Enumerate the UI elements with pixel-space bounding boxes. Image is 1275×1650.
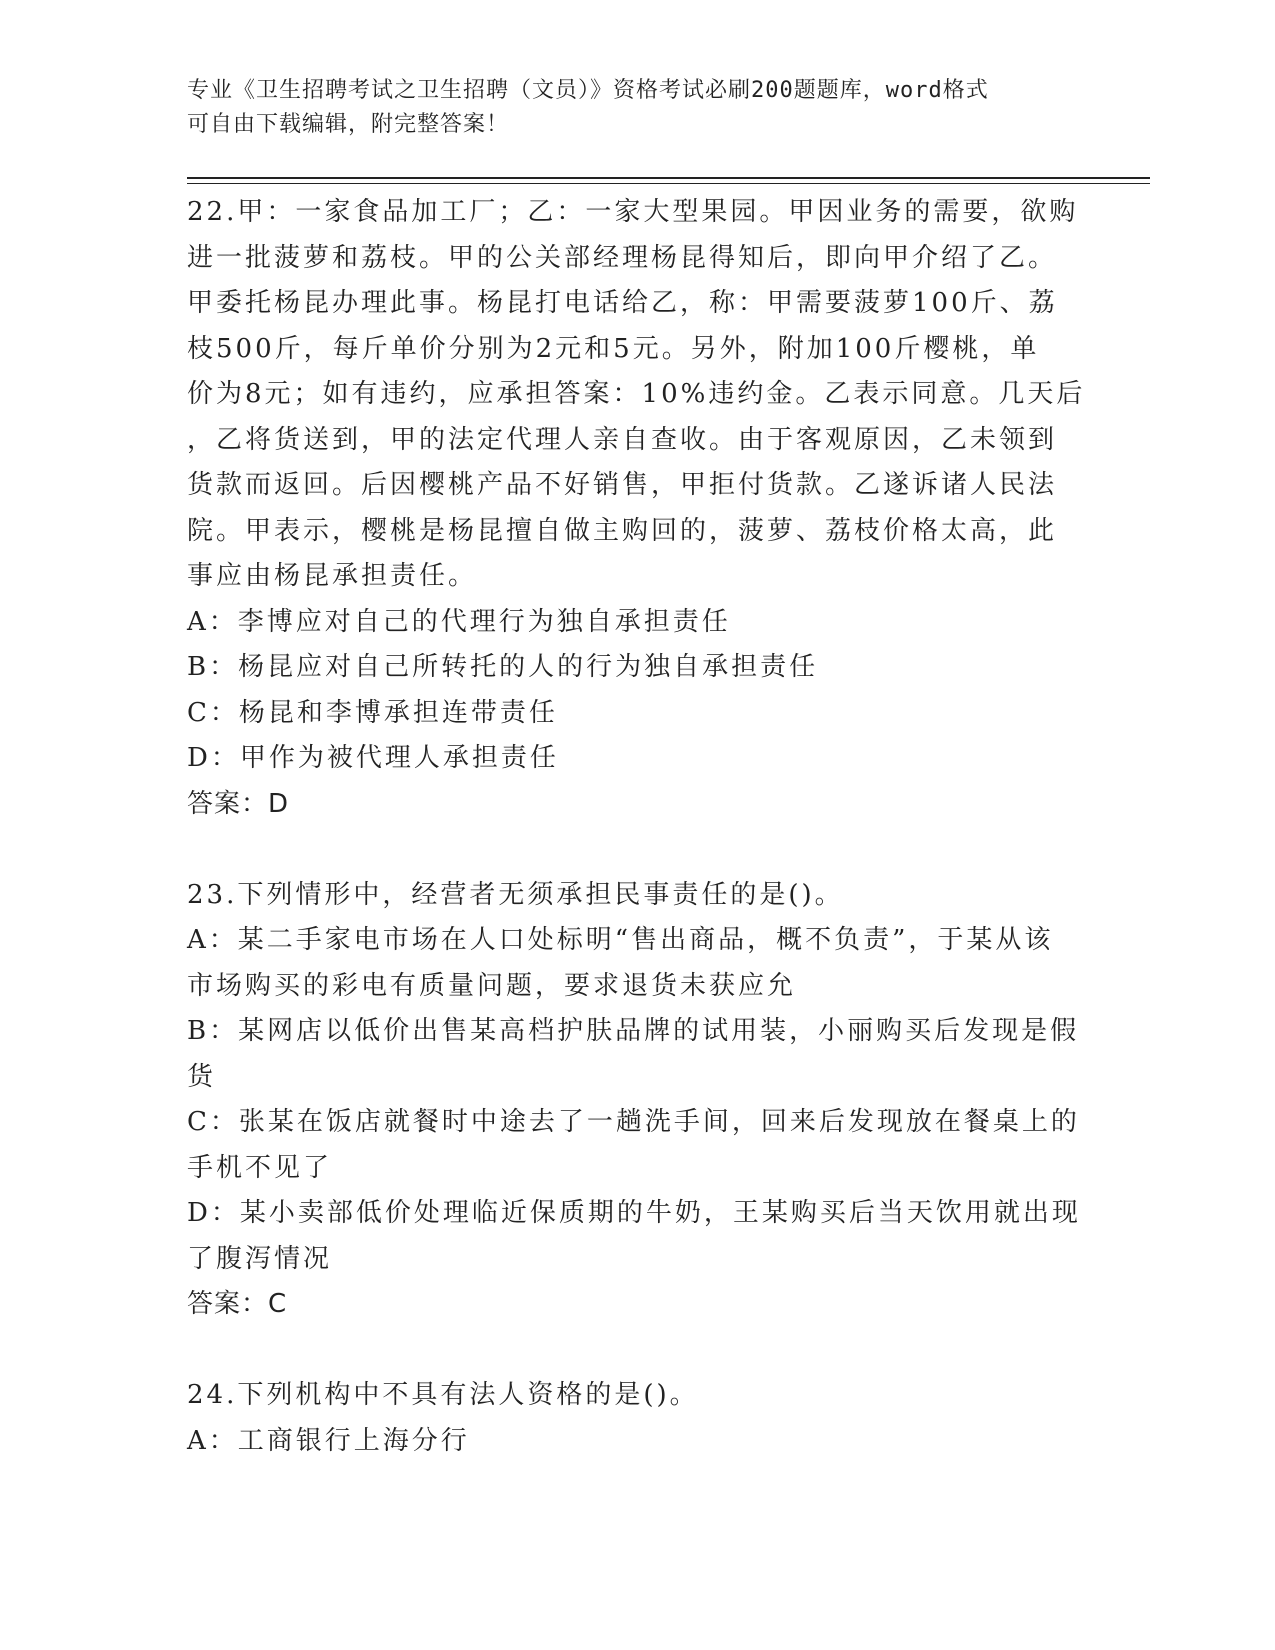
question-text-line: 22.甲：一家食品加工厂；乙：一家大型果园。甲因业务的需要，欲购 bbox=[187, 197, 1079, 227]
question-22 bbox=[187, 190, 1087, 827]
option-b-continuation: 货 bbox=[187, 1061, 217, 1092]
question-text-line: 院。甲表示，樱桃是杨昆擅自做主购回的，菠萝、荔枝价格太高，此 bbox=[187, 515, 1058, 546]
option-b: B：杨昆应对自己所转托的人的行为独自承担责任 bbox=[187, 652, 819, 682]
option-a: A：李博应对自己的代理行为独自承担责任 bbox=[187, 606, 731, 637]
question-spacer bbox=[187, 1328, 1087, 1374]
option-d: D：某小卖部低价处理临近保质期的牛奶，王某购买后当天饮用就出现 bbox=[187, 1198, 1081, 1228]
document-header bbox=[187, 74, 1067, 142]
option-a: A：工商银行上海分行 bbox=[187, 1425, 470, 1456]
option-b: B：某网店以低价出售某高档护肤品牌的试用装，小丽购买后发现是假 bbox=[187, 1016, 1080, 1046]
option-a-continuation: 市场购买的彩电有质量问题，要求退货未获应允 bbox=[187, 970, 797, 1001]
question-list bbox=[187, 190, 1087, 1464]
question-text-line: 23.下列情形中，经营者无须承担民事责任的是()。 bbox=[187, 879, 844, 910]
option-c-continuation: 手机不见了 bbox=[187, 1152, 333, 1183]
question-text-line: 进一批菠萝和荔枝。甲的公关部经理杨昆得知后，即向甲介绍了乙。 bbox=[187, 242, 1058, 273]
question-text-line: 价为8元；如有违约，应承担答案：10%违约金。乙表示同意。几天后 bbox=[187, 379, 1086, 409]
option-d-continuation: 了腹泻情况 bbox=[187, 1243, 333, 1274]
header-line: 可自由下载编辑，附完整答案！ bbox=[187, 112, 510, 137]
option-d: D：甲作为被代理人承担责任 bbox=[187, 743, 559, 773]
answer-line: 答案：C bbox=[187, 1289, 288, 1319]
question-text-line: 事应由杨昆承担责任。 bbox=[187, 561, 478, 591]
question-text-line: ，乙将货送到，甲的法定代理人亲自查收。由于客观原因，乙未领到 bbox=[187, 424, 1058, 455]
question-23 bbox=[187, 873, 1087, 1328]
question-text-line: 枝500斤，每斤单价分别为2元和5元。另外，附加100斤樱桃，单 bbox=[187, 333, 1040, 364]
option-a: A：某二手家电市场在人口处标明“售出商品，概不负责”，于某从该 bbox=[187, 925, 1054, 955]
question-24 bbox=[187, 1373, 1087, 1464]
option-c: C：杨昆和李博承担连带责任 bbox=[187, 697, 558, 728]
header-divider-thick bbox=[187, 177, 1150, 179]
question-spacer bbox=[187, 827, 1087, 873]
answer-line: 答案：D bbox=[187, 788, 290, 819]
option-c: C：张某在饭店就餐时中途去了一趟洗手间，回来后发现放在餐桌上的 bbox=[187, 1107, 1080, 1137]
header-divider-thin bbox=[187, 183, 1150, 184]
header-line: 专业《卫生招聘考试之卫生招聘（文员）》资格考试必刷200题题库，word格式 bbox=[187, 78, 989, 103]
question-text-line: 甲委托杨昆办理此事。杨昆打电话给乙，称：甲需要菠萝100斤、荔 bbox=[187, 288, 1058, 318]
question-text-line: 货款而返回。后因樱桃产品不好销售，甲拒付货款。乙遂诉诸人民法 bbox=[187, 470, 1058, 500]
question-text-line: 24.下列机构中不具有法人资格的是()。 bbox=[187, 1380, 699, 1410]
